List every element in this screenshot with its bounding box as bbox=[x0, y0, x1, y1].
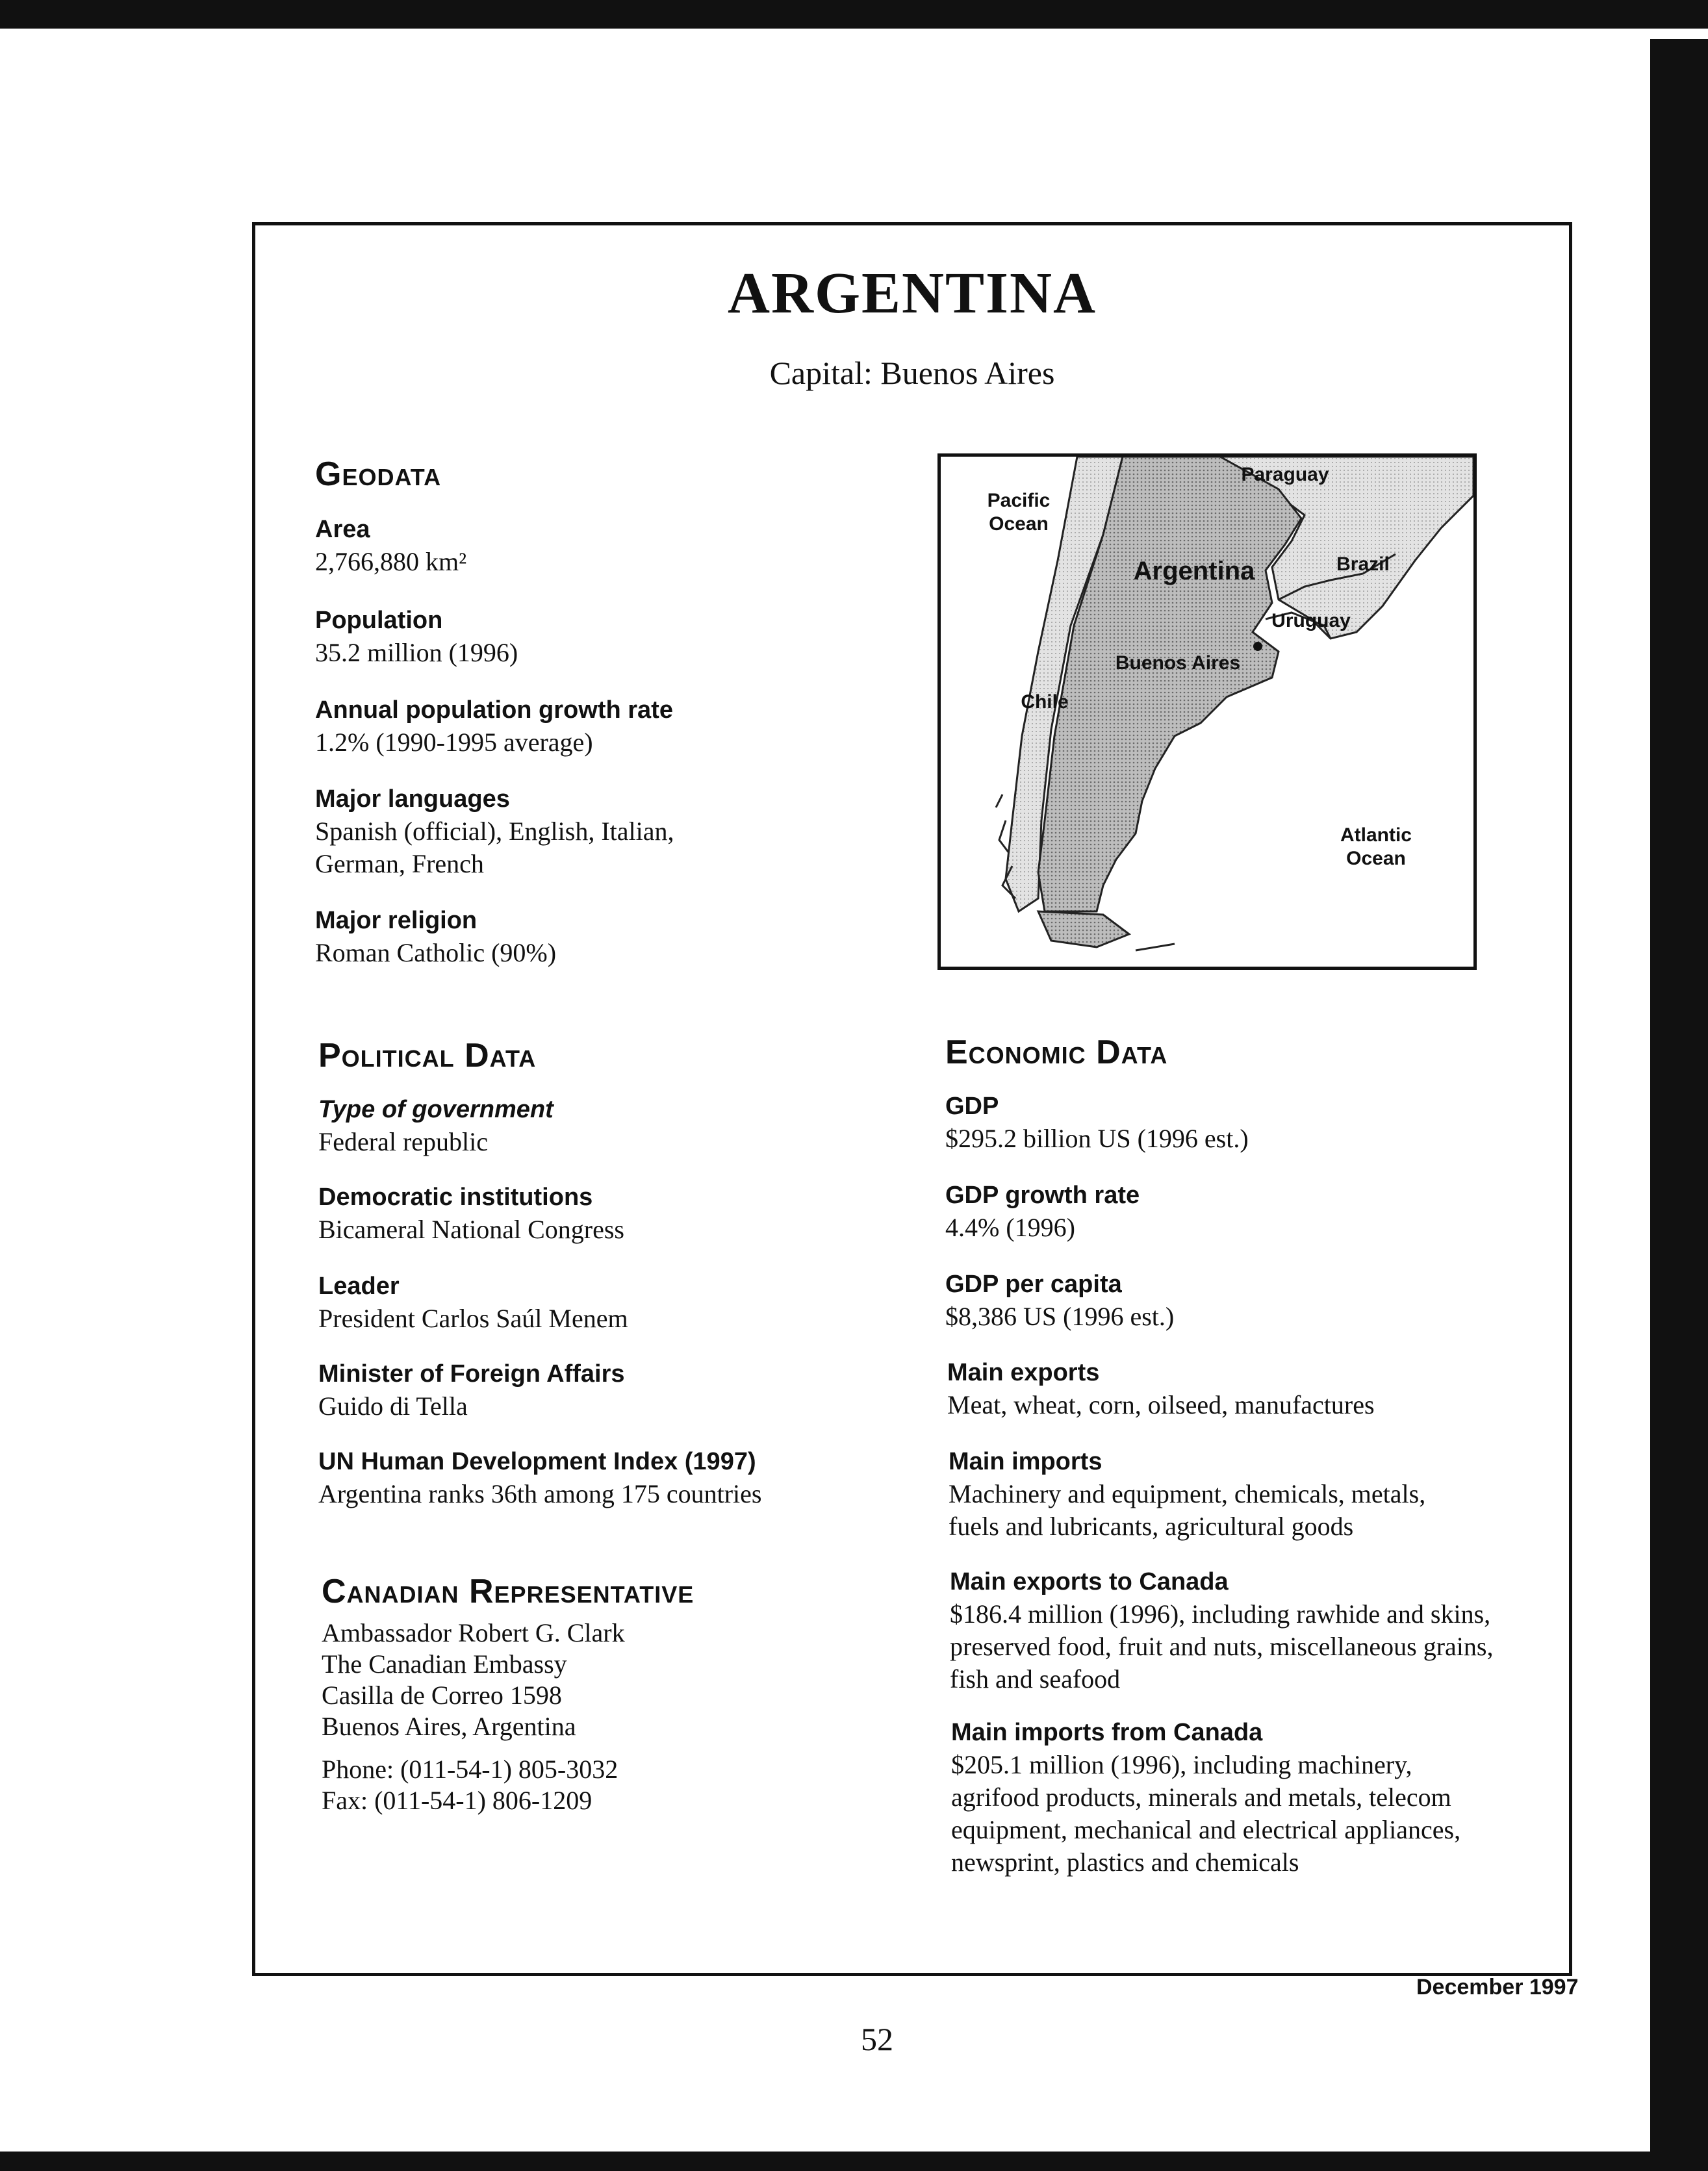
growth-label: Annual population growth rate bbox=[315, 696, 673, 724]
gdp-capita-field bbox=[945, 1268, 1595, 1333]
exports-value: Meat, wheat, corn, oilseed, manufactures bbox=[947, 1390, 1375, 1419]
languages-label: Major languages bbox=[315, 785, 510, 813]
argentina-map bbox=[937, 453, 1477, 970]
representative-phone: Phone: (011-54-1) 805-3032 bbox=[322, 1755, 618, 1784]
imports-canada-value: $205.1 million (1996), including machinery, agrifood products, minerals and metals, telecom equipment, mechanical and electrical appliances, newsprint, plastics and chemicals bbox=[951, 1750, 1461, 1877]
gdp-capita-label: GDP per capita bbox=[945, 1271, 1122, 1298]
issue-date: December 1997 bbox=[1416, 1975, 1579, 2000]
capital-subtitle: Capital: Buenos Aires bbox=[769, 355, 1055, 391]
hdi-value: Argentina ranks 36th among 175 countries bbox=[318, 1479, 762, 1508]
leader-value: President Carlos Saúl Menem bbox=[318, 1304, 628, 1333]
gdp-growth-label: GDP growth rate bbox=[945, 1182, 1140, 1209]
area-value: 2,766,880 km² bbox=[315, 547, 467, 576]
area-label: Area bbox=[315, 516, 370, 543]
population-value: 35.2 million (1996) bbox=[315, 638, 518, 667]
map-label-argentina: Argentina bbox=[1133, 557, 1255, 585]
imports-value: Machinery and equipment, chemicals, metals, fuels and lubricants, agricultural goods bbox=[949, 1479, 1426, 1541]
buenos-aires-marker bbox=[1253, 642, 1262, 651]
imports-canada-field bbox=[951, 1716, 1601, 1879]
exports-canada-label: Main exports to Canada bbox=[950, 1568, 1229, 1595]
government-field bbox=[318, 1093, 968, 1158]
gdp-growth-field bbox=[945, 1179, 1595, 1244]
religion-label: Major religion bbox=[315, 907, 478, 934]
page-number: 52 bbox=[861, 2021, 893, 2057]
population-label: Population bbox=[315, 607, 443, 634]
economic-heading: Economic Data bbox=[945, 1034, 1168, 1071]
religion-field bbox=[315, 904, 965, 969]
hdi-label: UN Human Development Index (1997) bbox=[318, 1448, 756, 1475]
gdp-label: GDP bbox=[945, 1093, 999, 1120]
institutions-value: Bicameral National Congress bbox=[318, 1215, 624, 1244]
imports-label: Main imports bbox=[949, 1448, 1103, 1475]
population-field bbox=[315, 604, 965, 669]
exports-field bbox=[947, 1356, 1597, 1421]
imports-field bbox=[949, 1445, 1598, 1543]
institutions-label: Democratic institutions bbox=[318, 1184, 593, 1211]
gdp-capita-value: $8,386 US (1996 est.) bbox=[945, 1302, 1175, 1331]
government-label: Type of government bbox=[318, 1096, 554, 1123]
leader-field bbox=[318, 1270, 968, 1335]
institutions-field bbox=[318, 1181, 968, 1246]
government-value: Federal republic bbox=[318, 1127, 488, 1156]
gdp-field bbox=[945, 1090, 1595, 1155]
scan-border-bottom bbox=[0, 2152, 1708, 2171]
leader-label: Leader bbox=[318, 1273, 400, 1300]
map-label-atlantic: Atlantic Ocean bbox=[1340, 824, 1412, 869]
political-heading: Political Data bbox=[318, 1037, 537, 1074]
representative-heading: Canadian Representative bbox=[322, 1573, 695, 1610]
growth-field bbox=[315, 694, 965, 759]
map-label-buenos-aires: Buenos Aires bbox=[1115, 652, 1241, 674]
map-label-pacific: Pacific Ocean bbox=[987, 490, 1051, 535]
page-title: ARGENTINA bbox=[727, 261, 1097, 325]
minister-field bbox=[318, 1358, 968, 1423]
map-label-chile: Chile bbox=[1021, 691, 1069, 713]
hdi-field bbox=[318, 1445, 968, 1510]
minister-value: Guido di Tella bbox=[318, 1391, 468, 1421]
gdp-value: $295.2 billion US (1996 est.) bbox=[945, 1124, 1249, 1153]
scan-border-top bbox=[0, 0, 1708, 29]
map-label-brazil: Brazil bbox=[1336, 553, 1390, 575]
religion-value: Roman Catholic (90%) bbox=[315, 938, 557, 967]
growth-value: 1.2% (1990-1995 average) bbox=[315, 728, 593, 757]
representative-fax: Fax: (011-54-1) 806-1209 bbox=[322, 1786, 593, 1815]
languages-value: Spanish (official), English, Italian, German, French bbox=[315, 817, 674, 878]
map-label-paraguay: Paraguay bbox=[1241, 464, 1329, 485]
area-field bbox=[315, 513, 965, 578]
exports-label: Main exports bbox=[947, 1359, 1100, 1386]
languages-field bbox=[315, 783, 965, 880]
gdp-growth-value: 4.4% (1996) bbox=[945, 1213, 1075, 1242]
scan-border-right bbox=[1650, 39, 1708, 2171]
minister-label: Minister of Foreign Affairs bbox=[318, 1360, 625, 1388]
imports-canada-label: Main imports from Canada bbox=[951, 1719, 1263, 1746]
exports-canada-field bbox=[950, 1566, 1600, 1695]
exports-canada-value: $186.4 million (1996), including rawhide and skins, preserved food, fruit and nuts, miscellaneous grains, fish and seafood bbox=[950, 1599, 1494, 1694]
geodata-heading: Geodata bbox=[315, 455, 442, 493]
map-label-uruguay: Uruguay bbox=[1271, 610, 1351, 631]
representative-address: Ambassador Robert G. Clark The Canadian Embassy Casilla de Correo 1598 Buenos Aires, Argentina bbox=[322, 1618, 625, 1741]
